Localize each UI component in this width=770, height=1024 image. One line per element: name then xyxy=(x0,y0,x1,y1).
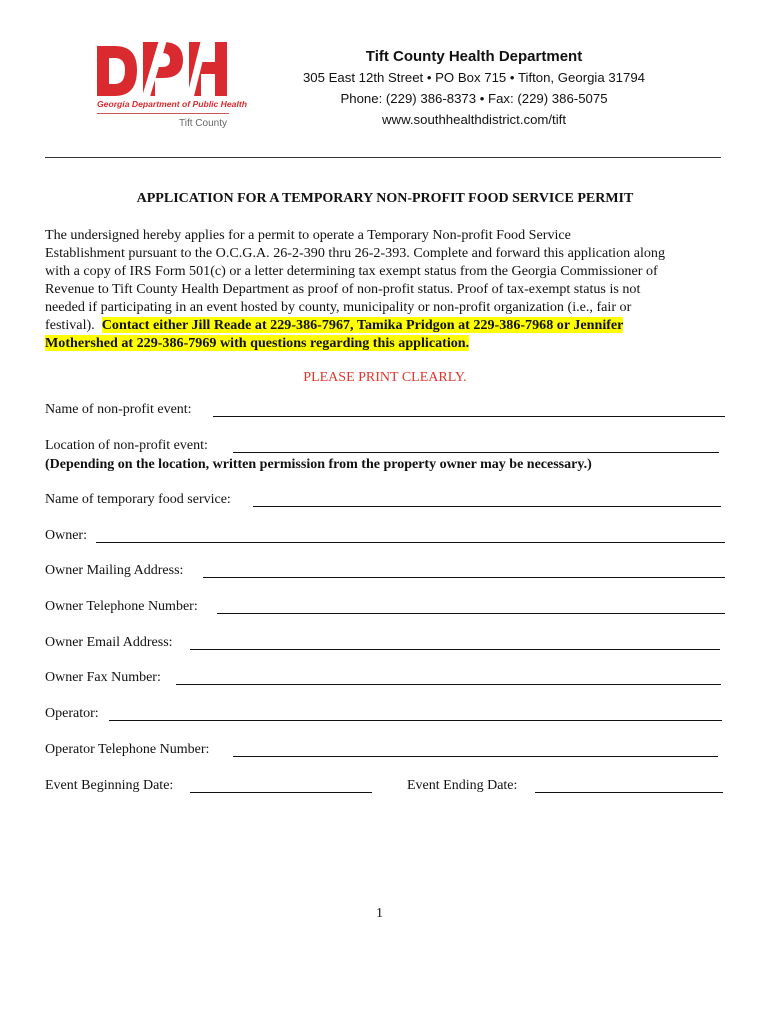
owner-phone-label: Owner Telephone Number: xyxy=(45,599,198,614)
owner-email-input[interactable] xyxy=(190,649,720,650)
owner-label: Owner: xyxy=(45,528,87,543)
department-website: www.southhealthdistrict.com/tift xyxy=(382,112,566,127)
page-number: 1 xyxy=(376,906,383,921)
intro-line xyxy=(45,316,727,334)
intro-line-plain: festival). xyxy=(45,317,102,333)
event-location-label: Location of non-profit event: xyxy=(45,438,208,453)
operator-phone-label: Operator Telephone Number: xyxy=(45,742,210,757)
event-end-date-label: Event Ending Date: xyxy=(407,778,518,793)
owner-mailing-input[interactable] xyxy=(203,577,725,578)
contact-highlight-2: Mothershed at 229-386-7969 with questions regarding this application. xyxy=(45,335,470,351)
department-address: 305 East 12th Street • PO Box 715 • Tifton, Georgia 31794 xyxy=(302,70,646,85)
department-phone-fax: Phone: (229) 386-8373 • Fax: (229) 386-5075 xyxy=(340,91,608,106)
logo-county: Tift County xyxy=(179,118,227,129)
location-permission-note: (Depending on the location, written permission from the property owner may be necessary.) xyxy=(45,457,592,472)
intro-paragraph xyxy=(45,226,727,352)
form-title: APPLICATION FOR A TEMPORARY NON-PROFIT FOOD SERVICE PERMIT xyxy=(136,191,634,206)
owner-input[interactable] xyxy=(96,542,725,543)
food-service-name-input[interactable] xyxy=(253,506,721,507)
owner-fax-label: Owner Fax Number: xyxy=(45,670,161,685)
operator-input[interactable] xyxy=(109,720,722,721)
event-begin-date-label: Event Beginning Date: xyxy=(45,778,174,793)
dph-logo xyxy=(97,40,247,132)
header-divider xyxy=(45,157,721,158)
logo-divider xyxy=(97,113,229,114)
event-location-input[interactable] xyxy=(233,452,719,453)
event-name-input[interactable] xyxy=(213,416,725,417)
owner-email-label: Owner Email Address: xyxy=(45,635,173,650)
owner-fax-input[interactable] xyxy=(176,684,721,685)
food-service-name-label: Name of temporary food service: xyxy=(45,492,231,507)
print-clearly-notice: PLEASE PRINT CLEARLY. xyxy=(303,370,467,385)
intro-line: Establishment pursuant to the O.C.G.A. 26-2-390 thru 26-2-393. Complete and forward this application along xyxy=(45,245,666,261)
owner-phone-input[interactable] xyxy=(217,613,725,614)
operator-phone-input[interactable] xyxy=(233,756,718,757)
owner-mailing-label: Owner Mailing Address: xyxy=(45,563,184,578)
operator-label: Operator: xyxy=(45,706,99,721)
event-end-date-input[interactable] xyxy=(535,792,723,793)
intro-line xyxy=(45,334,727,352)
intro-line: The undersigned hereby applies for a permit to operate a Temporary Non-profit Food Service xyxy=(45,227,571,243)
logo-org-name: Georgia Department of Public Health xyxy=(97,99,247,109)
contact-highlight-1: Contact either Jill Reade at 229-386-7967, Tamika Pridgon at 229-386-7968 or Jennifer xyxy=(101,317,624,333)
department-name: Tift County Health Department xyxy=(365,48,583,65)
intro-line: needed if participating in an event hosted by county, municipality or non-profit organization (i.e., fair or xyxy=(45,299,632,315)
department-header xyxy=(276,46,672,130)
event-begin-date-input[interactable] xyxy=(190,792,372,793)
intro-line: with a copy of IRS Form 501(c) or a letter determining tax exempt status from the Georgia Commissioner of xyxy=(45,263,658,279)
event-name-label: Name of non-profit event: xyxy=(45,402,192,417)
intro-line: Revenue to Tift County Health Department as proof of non-profit status. Proof of tax-exempt status is not xyxy=(45,281,641,297)
